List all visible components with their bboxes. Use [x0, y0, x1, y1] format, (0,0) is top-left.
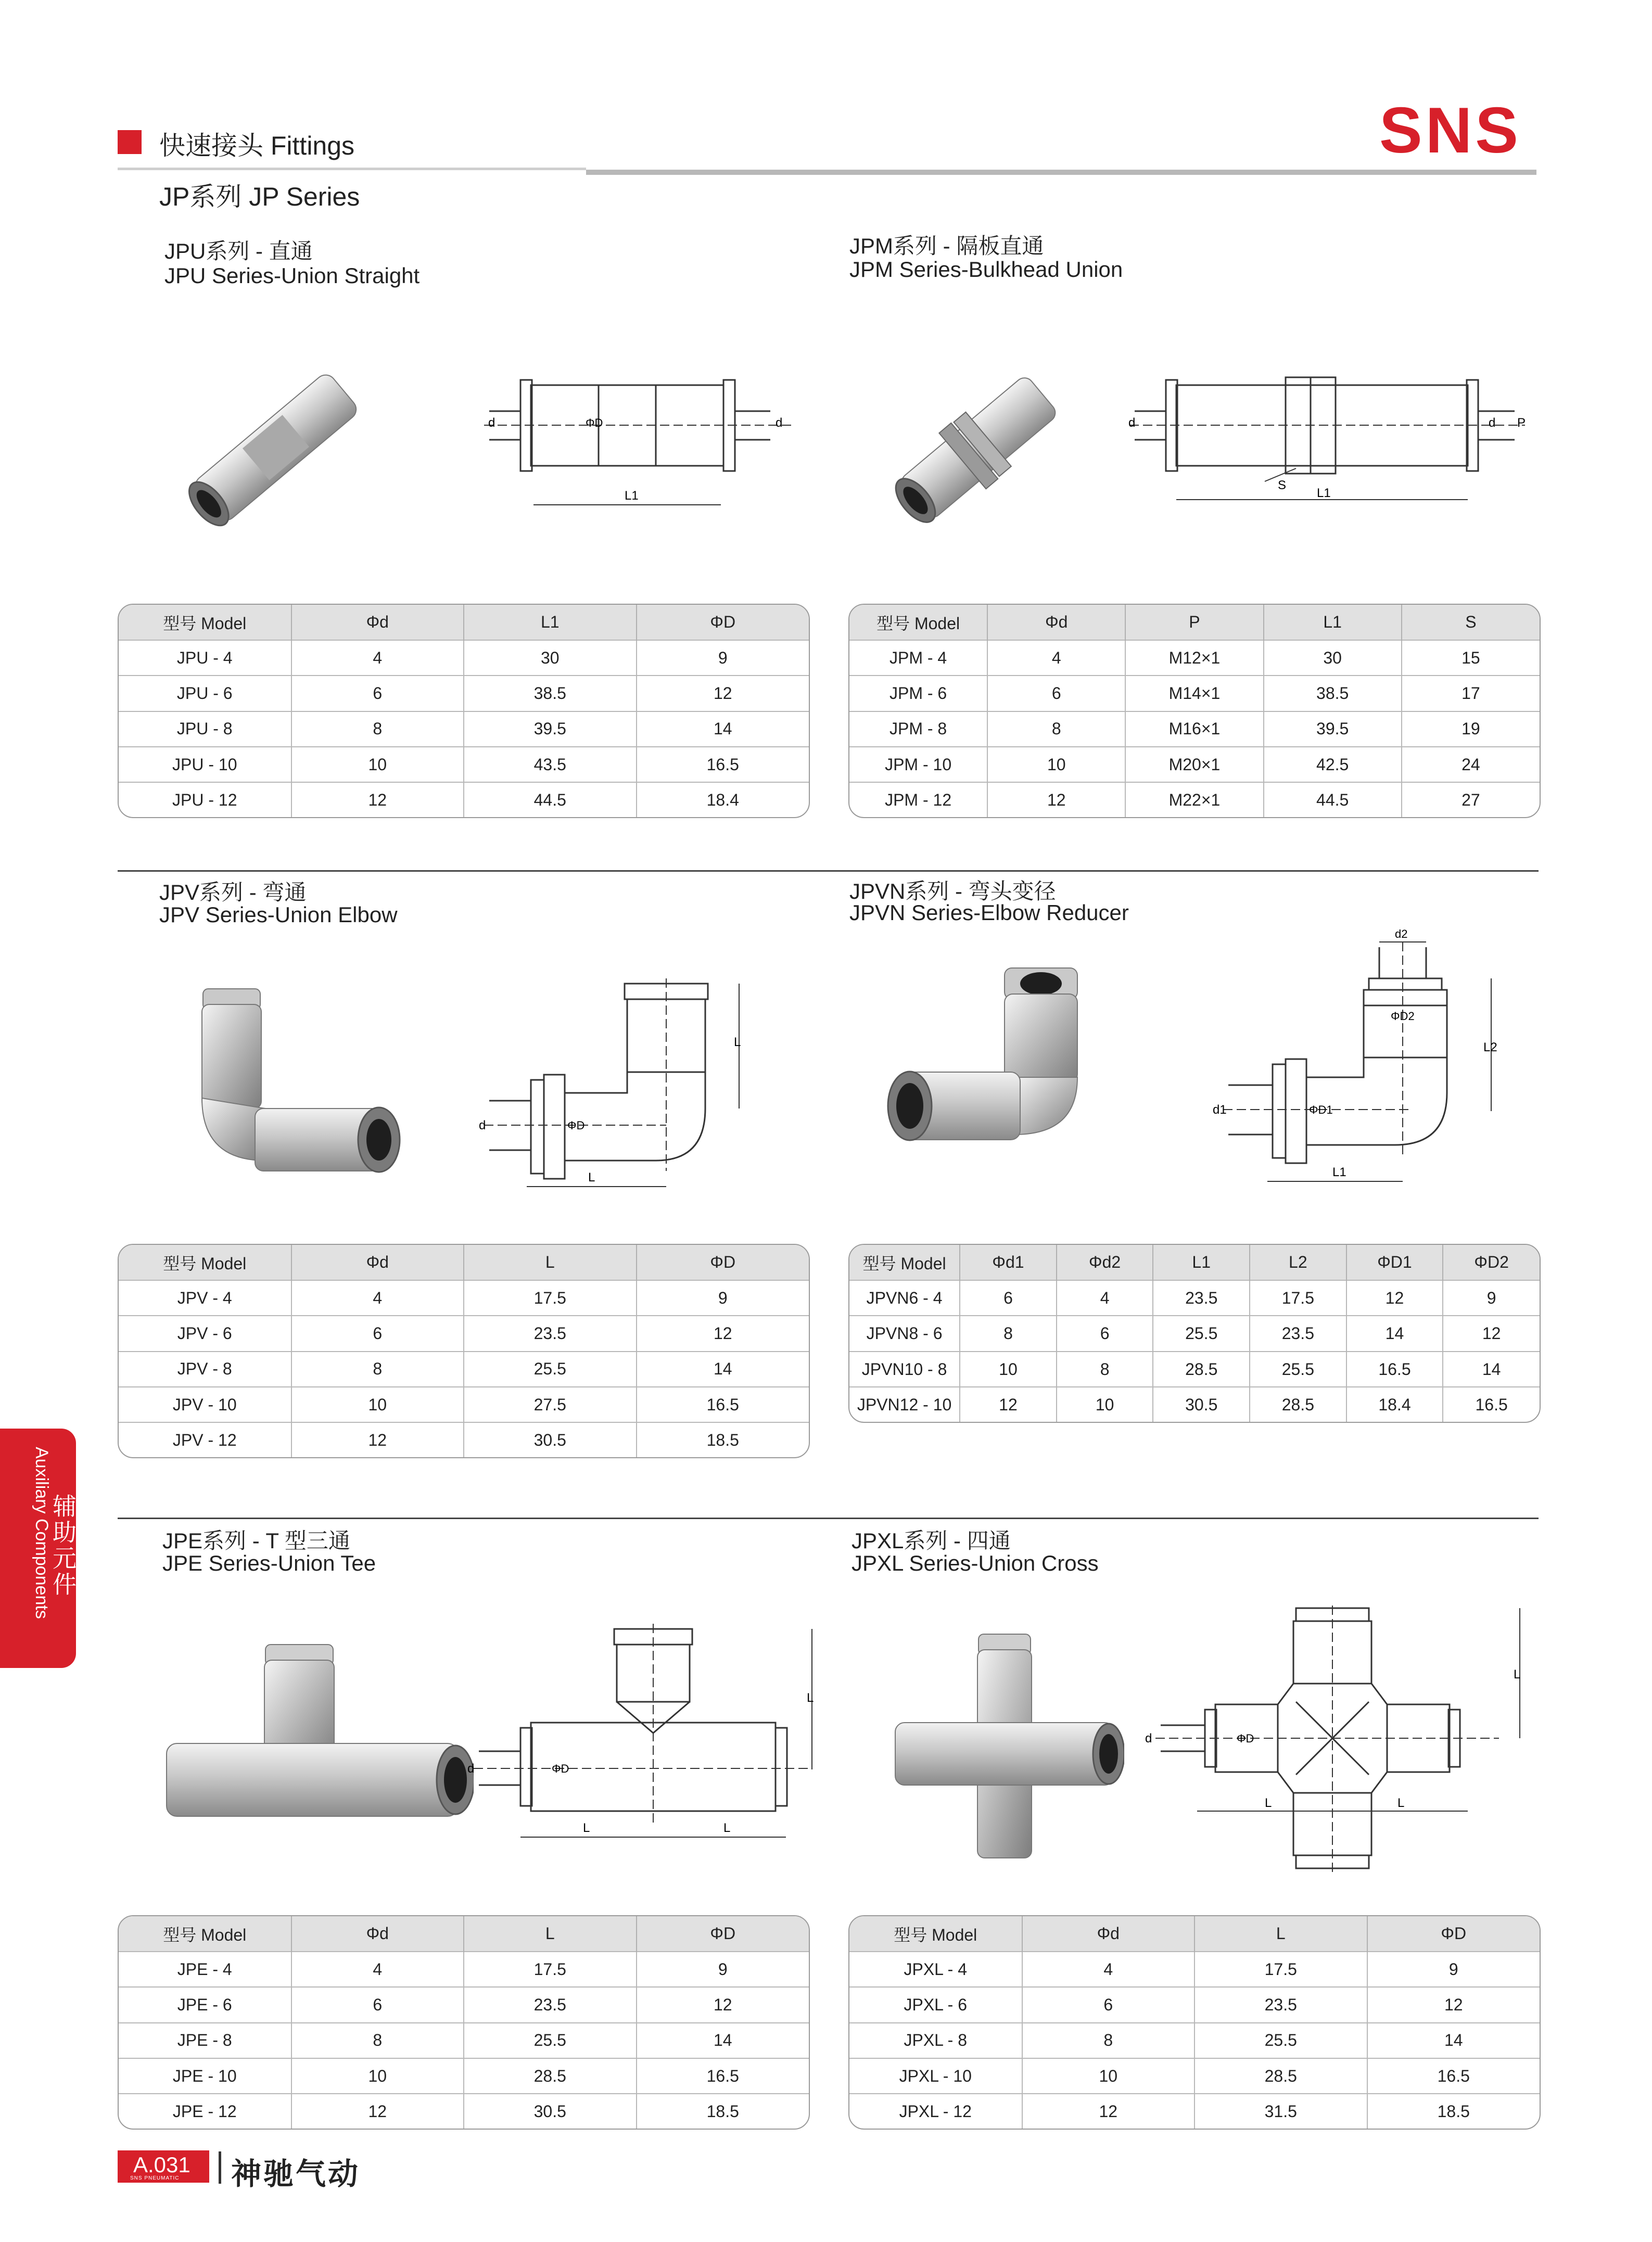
table-cell: 9	[637, 1952, 809, 1987]
table-cell: 9	[1443, 1280, 1540, 1316]
table-cell: 16.5	[1443, 1387, 1540, 1422]
side-tab-label-en: Auxiliary Components	[32, 1447, 52, 1619]
table-cell: 12	[291, 782, 464, 817]
table-cell: JPM - 6	[849, 676, 987, 711]
table-row	[119, 1987, 809, 2022]
table-cell: M12×1	[1125, 640, 1263, 676]
table-row	[119, 1316, 809, 1351]
jpe-fitting-photo	[161, 1639, 474, 1837]
sns-logo: SNS	[1379, 95, 1521, 167]
table-cell: 23.5	[464, 1987, 637, 2022]
table-cell: 24	[1402, 747, 1540, 782]
table-cell: JPM - 4	[849, 640, 987, 676]
table-cell: 25.5	[1194, 2023, 1367, 2058]
table-header: L1	[1153, 1245, 1250, 1280]
jpu-spec-table	[118, 604, 810, 818]
page-number: A.031	[133, 2152, 190, 2177]
header-divider	[118, 168, 586, 170]
table-row	[849, 711, 1540, 747]
table-header: ΦD	[637, 1245, 809, 1280]
table-row	[849, 676, 1540, 711]
section-divider	[118, 870, 1539, 872]
dim-label: ΦD	[586, 416, 603, 429]
table-header: ΦD	[637, 605, 809, 640]
table-cell: 27	[1402, 782, 1540, 817]
table-cell: 14	[637, 2023, 809, 2058]
table-cell: 23.5	[1250, 1316, 1346, 1351]
jpxl-dimension-drawing	[1135, 1603, 1541, 1894]
table-row	[849, 1952, 1540, 1987]
table-row	[849, 1987, 1540, 2022]
dim-label: L	[1514, 1667, 1521, 1681]
section-title-zh: JPVN系列 - 弯头变径	[849, 879, 1056, 903]
table-cell: JPU - 6	[119, 676, 291, 711]
jpm-spec-table	[848, 604, 1541, 818]
jpe-dimension-drawing	[458, 1619, 822, 1848]
table-cell: 18.4	[637, 782, 809, 817]
table-cell: 8	[291, 2023, 464, 2058]
page-number-subtext: SNS PNEUMATIC	[130, 2175, 180, 2181]
table-cell: 4	[291, 640, 464, 676]
table-header: Φd2	[1057, 1245, 1153, 1280]
table-cell: 25.5	[464, 2023, 637, 2058]
table-cell: 6	[291, 1316, 464, 1351]
table-row	[119, 1280, 809, 1316]
section-title-zh: JPE系列 - T 型三通	[162, 1528, 350, 1553]
table-cell: 10	[1022, 2058, 1195, 2094]
table-row	[119, 1352, 809, 1387]
table-header: ΦD	[637, 1916, 809, 1952]
header-divider-bar	[586, 170, 1536, 175]
table-cell: JPV - 6	[119, 1316, 291, 1351]
table-cell: 10	[291, 2058, 464, 2094]
dim-label: d	[1489, 416, 1496, 430]
dim-label: L	[734, 1035, 741, 1049]
table-cell: 17.5	[464, 1280, 637, 1316]
table-row	[849, 2023, 1540, 2058]
table-cell: 4	[291, 1280, 464, 1316]
table-cell: 12	[987, 782, 1125, 817]
table-cell: 12	[291, 1422, 464, 1457]
table-cell: 44.5	[464, 782, 637, 817]
table-cell: 8	[291, 711, 464, 747]
table-cell: 15	[1402, 640, 1540, 676]
table-cell: 23.5	[1153, 1280, 1250, 1316]
dim-label: d	[1145, 1731, 1152, 1746]
table-header: ΦD	[1367, 1916, 1540, 1952]
page-title: 快速接头 Fittings	[159, 131, 355, 160]
table-cell: 18.5	[1367, 2094, 1540, 2129]
table-cell: 17.5	[1250, 1280, 1346, 1316]
table-cell: JPM - 8	[849, 711, 987, 747]
table-cell: 12	[1022, 2094, 1195, 2129]
header-accent-square	[118, 130, 142, 154]
table-row	[119, 782, 809, 817]
table-cell: 12	[637, 676, 809, 711]
table-row	[849, 2094, 1540, 2129]
table-cell: 38.5	[1264, 676, 1402, 711]
table-cell: JPE - 4	[119, 1952, 291, 1987]
table-cell: 10	[291, 1387, 464, 1422]
dim-label: L	[588, 1170, 595, 1184]
table-cell: M16×1	[1125, 711, 1263, 747]
section-title-zh: JPV系列 - 弯通	[159, 880, 307, 905]
table-cell: JPVN8 - 6	[849, 1316, 960, 1351]
table-cell: JPE - 12	[119, 2094, 291, 2129]
dim-label: ΦD	[552, 1762, 569, 1775]
table-cell: JPM - 10	[849, 747, 987, 782]
table-cell: 4	[987, 640, 1125, 676]
table-cell: 25.5	[464, 1352, 637, 1387]
table-cell: JPV - 12	[119, 1422, 291, 1457]
table-cell: 6	[291, 676, 464, 711]
jpv-spec-table	[118, 1244, 810, 1458]
table-cell: 12	[291, 2094, 464, 2129]
table-cell: JPXL - 8	[849, 2023, 1022, 2058]
section-title-en: JPVN Series-Elbow Reducer	[849, 900, 1129, 925]
table-cell: 23.5	[464, 1316, 637, 1351]
table-header: 型号 Model	[849, 1916, 1022, 1952]
table-header: L	[464, 1245, 637, 1280]
table-cell: JPV - 4	[119, 1280, 291, 1316]
table-cell: 31.5	[1194, 2094, 1367, 2129]
table-header: 型号 Model	[119, 605, 291, 640]
table-cell: JPVN10 - 8	[849, 1352, 960, 1387]
table-header: ΦD1	[1346, 1245, 1443, 1280]
table-header: L1	[464, 605, 637, 640]
table-cell: 8	[1022, 2023, 1195, 2058]
table-cell: 42.5	[1264, 747, 1402, 782]
dim-label: d	[467, 1762, 475, 1776]
table-cell: JPU - 12	[119, 782, 291, 817]
table-row	[849, 782, 1540, 817]
section-title-zh: JPM系列 - 隔板直通	[849, 234, 1044, 258]
table-cell: 18.5	[637, 2094, 809, 2129]
table-header: 型号 Model	[849, 1245, 960, 1280]
section-title-en: JPE Series-Union Tee	[162, 1551, 376, 1575]
table-header: Φd	[987, 605, 1125, 640]
table-cell: 9	[637, 1280, 809, 1316]
jpxl-spec-table	[848, 1915, 1541, 2130]
table-cell: 12	[1443, 1316, 1540, 1351]
table-cell: 14	[637, 1352, 809, 1387]
table-cell: 16.5	[1346, 1352, 1443, 1387]
dim-label: L	[1397, 1796, 1405, 1810]
table-row	[119, 1387, 809, 1422]
table-cell: JPM - 12	[849, 782, 987, 817]
table-cell: JPXL - 4	[849, 1952, 1022, 1987]
table-cell: JPVN12 - 10	[849, 1387, 960, 1422]
dim-label: d1	[1213, 1103, 1227, 1117]
table-cell: 6	[291, 1987, 464, 2022]
dim-label: ΦD2	[1391, 1010, 1415, 1023]
table-cell: 25.5	[1250, 1352, 1346, 1387]
table-row	[119, 2023, 809, 2058]
section-title-zh: JPU系列 - 直通	[164, 239, 313, 263]
table-cell: 25.5	[1153, 1316, 1250, 1351]
table-cell: JPE - 8	[119, 2023, 291, 2058]
table-cell: 43.5	[464, 747, 637, 782]
dim-label: L	[583, 1821, 590, 1835]
dim-label: d	[1128, 416, 1136, 430]
table-cell: 19	[1402, 711, 1540, 747]
table-cell: 23.5	[1194, 1987, 1367, 2022]
table-cell: JPXL - 10	[849, 2058, 1022, 2094]
table-cell: 8	[960, 1316, 1057, 1351]
table-cell: 10	[291, 747, 464, 782]
dim-label: d	[479, 1118, 486, 1132]
jpvn-spec-table	[848, 1244, 1541, 1423]
dim-label: L	[1265, 1796, 1272, 1810]
table-row	[849, 1280, 1540, 1316]
table-cell: 10	[960, 1352, 1057, 1387]
table-header: L1	[1264, 605, 1402, 640]
table-cell: JPXL - 6	[849, 1987, 1022, 2022]
footer-divider	[219, 2151, 221, 2184]
table-cell: 14	[1346, 1316, 1443, 1351]
table-cell: JPU - 10	[119, 747, 291, 782]
dim-label: L	[807, 1691, 814, 1705]
jpu-fitting-photo	[167, 349, 385, 546]
table-cell: 4	[1022, 1952, 1195, 1987]
dim-label: ΦD	[567, 1119, 585, 1132]
dim-label: ΦD1	[1309, 1103, 1333, 1116]
table-cell: 8	[1057, 1352, 1153, 1387]
table-row	[849, 747, 1540, 782]
table-header: 型号 Model	[119, 1916, 291, 1952]
table-cell: 14	[1367, 2023, 1540, 2058]
section-title-zh: JPXL系列 - 四通	[852, 1528, 1011, 1553]
section-title-en: JPXL Series-Union Cross	[852, 1551, 1099, 1575]
table-cell: 18.4	[1346, 1387, 1443, 1422]
table-row	[849, 1316, 1540, 1351]
table-cell: 28.5	[1194, 2058, 1367, 2094]
table-cell: 10	[1057, 1387, 1153, 1422]
jpv-fitting-photo	[187, 978, 406, 1197]
section-divider	[118, 1518, 1539, 1519]
table-cell: 27.5	[464, 1387, 637, 1422]
table-cell: 8	[987, 711, 1125, 747]
table-cell: 30.5	[1153, 1387, 1250, 1422]
table-header: S	[1402, 605, 1540, 640]
table-cell: JPE - 6	[119, 1987, 291, 2022]
table-cell: 8	[291, 1352, 464, 1387]
jpm-dimension-drawing	[1119, 375, 1535, 510]
table-cell: 6	[960, 1280, 1057, 1316]
table-cell: 6	[1057, 1316, 1153, 1351]
jpu-dimension-drawing	[479, 375, 802, 515]
table-cell: JPXL - 12	[849, 2094, 1022, 2129]
table-row	[119, 676, 809, 711]
table-cell: 4	[291, 1952, 464, 1987]
dim-label: d	[488, 416, 495, 430]
table-cell: 18.5	[637, 1422, 809, 1457]
dim-label: d	[776, 416, 783, 430]
table-cell: 12	[960, 1387, 1057, 1422]
section-title-en: JPU Series-Union Straight	[164, 263, 420, 288]
table-cell: 16.5	[637, 747, 809, 782]
table-cell: JPU - 8	[119, 711, 291, 747]
table-cell: 10	[987, 747, 1125, 782]
series-title: JP系列 JP Series	[159, 182, 360, 211]
table-cell: JPV - 8	[119, 1352, 291, 1387]
jpm-fitting-photo	[874, 354, 1083, 541]
table-cell: M20×1	[1125, 747, 1263, 782]
table-cell: 28.5	[1153, 1352, 1250, 1387]
table-header: 型号 Model	[119, 1245, 291, 1280]
dim-label: L1	[1317, 486, 1331, 500]
table-row	[119, 640, 809, 676]
table-cell: 9	[1367, 1952, 1540, 1987]
brand-name: 神驰气动	[231, 2157, 361, 2191]
table-header: Φd1	[960, 1245, 1057, 1280]
table-row	[119, 1422, 809, 1457]
section-title-en: JPV Series-Union Elbow	[159, 902, 398, 927]
table-cell: 9	[637, 640, 809, 676]
table-cell: 28.5	[1250, 1387, 1346, 1422]
table-cell: 17	[1402, 676, 1540, 711]
page-number-badge	[118, 2150, 209, 2183]
section-title-en: JPM Series-Bulkhead Union	[849, 257, 1123, 282]
table-cell: JPVN6 - 4	[849, 1280, 960, 1316]
table-row	[849, 640, 1540, 676]
table-cell: 12	[637, 1987, 809, 2022]
table-header: Φd	[291, 1916, 464, 1952]
jpvn-fitting-photo	[885, 963, 1103, 1181]
table-cell: 4	[1057, 1280, 1153, 1316]
table-cell: 30.5	[464, 2094, 637, 2129]
table-header: L2	[1250, 1245, 1346, 1280]
table-row	[849, 1352, 1540, 1387]
jpxl-fitting-photo	[885, 1629, 1124, 1879]
dim-label: L	[723, 1821, 731, 1835]
table-cell: 6	[1022, 1987, 1195, 2022]
table-cell: 30	[464, 640, 637, 676]
table-cell: 12	[1367, 1987, 1540, 2022]
table-header: Φd	[291, 1245, 464, 1280]
dim-label: L2	[1483, 1040, 1497, 1054]
table-cell: 38.5	[464, 676, 637, 711]
dim-label: d2	[1395, 927, 1408, 940]
table-cell: 39.5	[1264, 711, 1402, 747]
dim-label: L1	[1332, 1165, 1346, 1179]
dim-label: L1	[625, 489, 639, 503]
table-row	[119, 747, 809, 782]
table-cell: 14	[1443, 1352, 1540, 1387]
table-header: L	[1194, 1916, 1367, 1952]
table-cell: 17.5	[464, 1952, 637, 1987]
table-cell: 16.5	[637, 2058, 809, 2094]
table-header: ΦD2	[1443, 1245, 1540, 1280]
table-cell: JPE - 10	[119, 2058, 291, 2094]
table-cell: 6	[987, 676, 1125, 711]
table-cell: 16.5	[1367, 2058, 1540, 2094]
table-cell: M14×1	[1125, 676, 1263, 711]
table-row	[119, 711, 809, 747]
table-row	[849, 2058, 1540, 2094]
table-cell: 17.5	[1194, 1952, 1367, 1987]
jpe-spec-table	[118, 1915, 810, 2130]
table-cell: 30.5	[464, 1422, 637, 1457]
table-cell: 28.5	[464, 2058, 637, 2094]
table-header: 型号 Model	[849, 605, 987, 640]
table-cell: 14	[637, 711, 809, 747]
table-cell: 30	[1264, 640, 1402, 676]
dim-label: ΦD	[1237, 1732, 1254, 1745]
table-header: L	[464, 1916, 637, 1952]
dim-label: P	[1517, 416, 1526, 430]
table-cell: 12	[637, 1316, 809, 1351]
table-cell: M22×1	[1125, 782, 1263, 817]
table-header: Φd	[291, 605, 464, 640]
table-cell: 16.5	[637, 1387, 809, 1422]
table-row	[119, 2058, 809, 2094]
side-tab-label-zh: 辅助元件	[49, 1494, 77, 1598]
table-cell: 12	[1346, 1280, 1443, 1316]
dim-label: S	[1278, 478, 1287, 492]
table-cell: 39.5	[464, 711, 637, 747]
jpvn-dimension-drawing	[1202, 926, 1525, 1197]
table-row	[119, 1952, 809, 1987]
table-header: Φd	[1022, 1916, 1195, 1952]
table-header: P	[1125, 605, 1263, 640]
table-cell: JPV - 10	[119, 1387, 291, 1422]
table-cell: JPU - 4	[119, 640, 291, 676]
table-row	[849, 1387, 1540, 1422]
jpv-dimension-drawing	[468, 973, 760, 1192]
table-row	[119, 2094, 809, 2129]
table-cell: 44.5	[1264, 782, 1402, 817]
